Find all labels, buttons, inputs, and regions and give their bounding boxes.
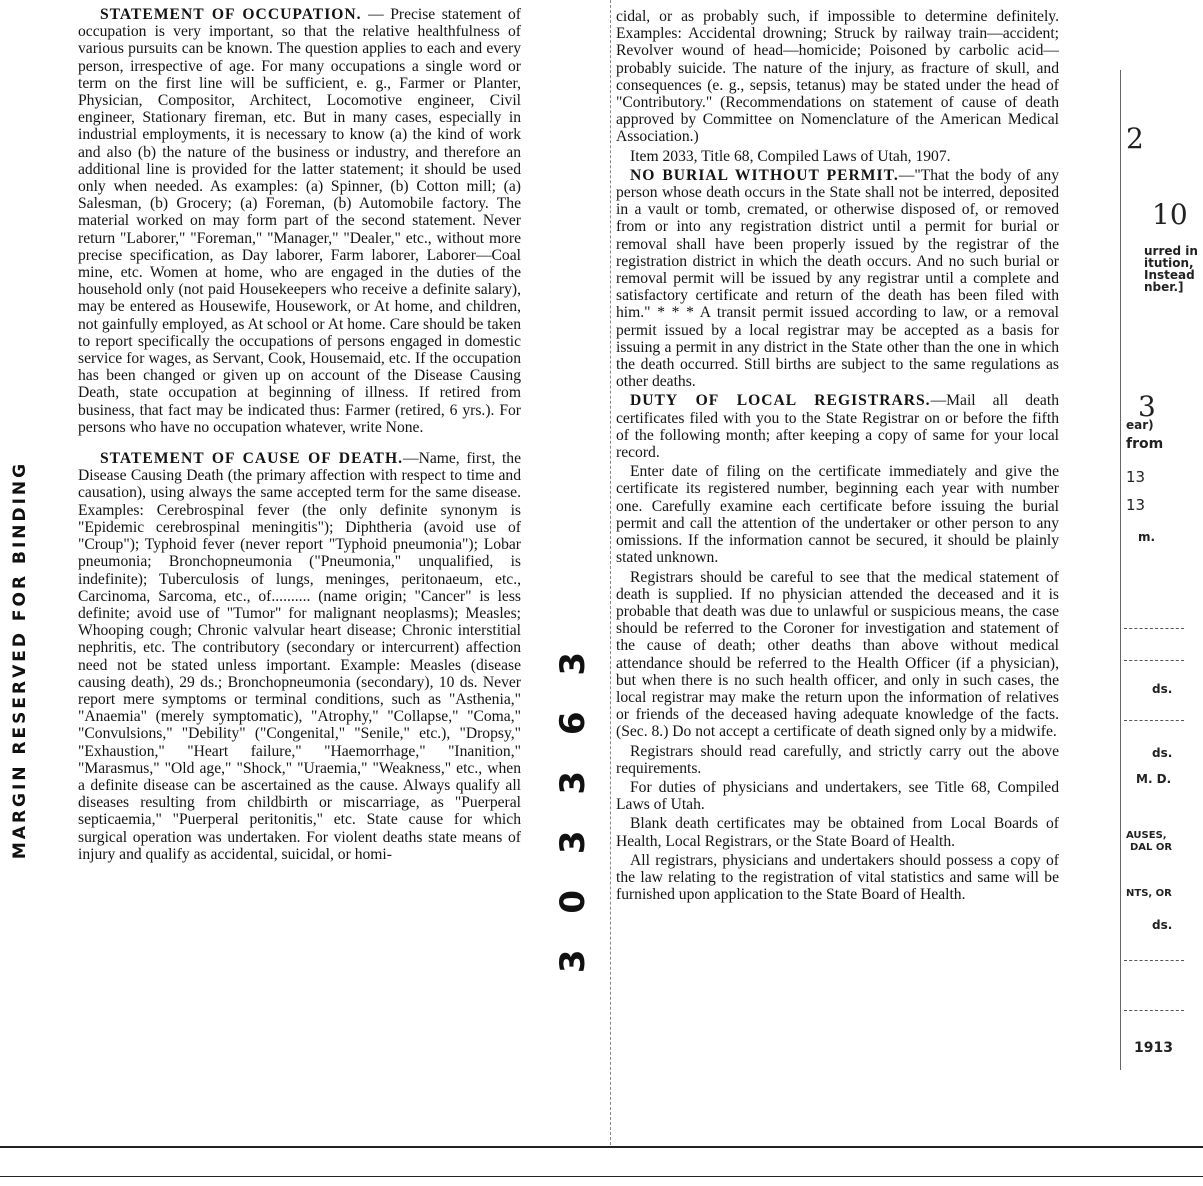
all-registrars-paragraph: All registrars, physicians and undertakers should possess a copy of the law relating to the registration of vital statistics and same will be furnished upon application to the State Board of Health. — [616, 851, 1059, 904]
duties-paragraph: For duties of physicians and undertakers, see Title 68, Compiled Laws of Utah. — [616, 778, 1059, 814]
edge-fragment: DAL OR — [1130, 842, 1173, 853]
column-divider — [610, 0, 611, 1145]
burial-text: —"That the body of any person whose death occurs in the State shall not be interred, deposited in a vault or tomb, cremated, or otherwise disposed of, or removed from or into any registration district until a permit for burial or removal shall have been properly issued by the registrar of the registration district in which the death occurs. And no such burial or removal permit will be issued by any registrar until a complete and satisfactory certificate and return of the death has been filed with him." * * * A transit permit issued according to law, or a removal permit issued by a local registrar may be accepted as a basis for issuing a permit in any district in the State other than the one in which the death occurred. Still births are subject to the same regulations as other deaths. — [616, 166, 1059, 391]
edge-fragment: 3 — [1138, 390, 1156, 423]
edge-fragment: ear) — [1126, 418, 1154, 432]
edge-fragment: itution, — [1144, 256, 1194, 270]
edge-strip — [1122, 60, 1203, 1080]
left-column — [78, 6, 521, 865]
binding-margin-label: MARGIN RESERVED FOR BINDING — [10, 460, 30, 860]
duty-text: —Mail all death certificates filed with you to the State Registrar on or before the fifth of the following month; after keeping a copy of same for your local record. — [616, 392, 1059, 462]
filing-paragraph: Enter date of filing on the certificate immediately and give the certificate its registered number, beginning each year with number one. Carefully examine each certificate before issuing the burial permit and call the attention of the undertaker or other person to any omissions. If the information cannot be secured, it should be plainly stated unknown. — [616, 463, 1059, 567]
edge-dash — [1124, 660, 1184, 661]
burial-heading: NO BURIAL WITHOUT PERMIT. — [630, 166, 899, 184]
bottom-rule — [0, 1146, 1203, 1148]
edge-strip-border — [1120, 70, 1121, 1070]
edge-fragment: NTS, OR — [1126, 888, 1172, 899]
occupation-heading: STATEMENT OF OCCUPATION. — [100, 6, 362, 23]
edge-fragment: from — [1126, 436, 1164, 452]
edge-dash — [1124, 628, 1184, 629]
edge-fragment: 2 — [1126, 122, 1144, 155]
blank-certificates-paragraph: Blank death certificates may be obtained from Local Boards of Health, Local Registrars, or the State Board of Health. — [616, 815, 1059, 850]
edge-dash — [1124, 960, 1184, 961]
edge-fragment: m. — [1138, 530, 1156, 544]
occupation-section — [78, 6, 521, 436]
occupation-text: — Precise statement of occupation is very important, so that the relative healthfulness of various pursuits can be known. The question applies to each and every person, irrespective of age. For many occupations a single word or term on the first line will be sufficient, e. g., Farmer or Planter, Physician, Compositor, Architect, Locomotive engineer, Civil engineer, Stationary fireman, etc. But in many cases, especially in industrial employments, it is necessary to know (a) the kind of work and also (b) the nature of the business or industry, and therefore an additional line is provided for the latter statement; it should be used only when needed. As examples: (a) Spinner, (b) Cotton mill; (a) Salesman, (b) Grocery; (a) Foreman, (b) Automobile factory. The material worked on may form part of the second statement. Never return "Laborer," "Foreman," "Manager," "Dealer," etc., without more precise specification, as Day laborer, Farm laborer, Laborer—Coal mine, etc. Women at home, who are engaged in the duties of the household only (not paid Housekeepers who receive a definite salary), may be entered as Housewife, Housework, or At home, and children, not gainfully employed, as At school or At home. Care should be taken to report specifically the occupations of persons engaged in domestic service for wages, as Servant, Cook, Housemaid, etc. If the occupation has been changed or given up on account of the Disease Causing Death, state occupation at beginning of illness. If retired from business, that fact may be indicated thus: Farmer (retired, 6 yrs.). For persons who have no occupation whatever, write None. — [78, 6, 521, 436]
edge-fragment: ds. — [1152, 746, 1173, 760]
stamp-number: 3 0 3 3 6 3 — [553, 640, 593, 974]
medical-paragraph: Registrars should be careful to see that the medical statement of death is supplied. If no physician attended the deceased and it is probable that death was due to unlawful or suspicious means, the case should be referred to the Coroner for investigation and statement of the cause of death; other deaths than above without medical attendance should be referred to the Health Officer (if a physician), but when there is no such health officer, and only in such cases, the local registrar may make the return upon the information of relatives or friends of the deceased having adequate knowledge of the facts. (Sec. 8.) Do not accept a certificate of death signed only by a midwife. — [616, 568, 1059, 741]
edge-fragment: 13 — [1126, 468, 1146, 486]
edge-fragment: 10 — [1152, 198, 1188, 231]
read-paragraph: Registrars should read carefully, and strictly carry out the above requirements. — [616, 742, 1059, 777]
edge-fragment: ds. — [1152, 918, 1173, 932]
bottom-rule-lower — [0, 1176, 1203, 1177]
law-reference: Item 2033, Title 68, Compiled Laws of Utah, 1907. — [630, 147, 951, 165]
edge-fragment: M. D. — [1136, 772, 1172, 786]
cause-section — [78, 450, 521, 863]
edge-fragment: 13 — [1126, 496, 1146, 514]
edge-dash — [1124, 720, 1184, 721]
edge-dash — [1124, 1010, 1184, 1011]
duty-heading: DUTY OF LOCAL REGISTRARS. — [630, 392, 931, 410]
edge-fragment: nber.] — [1144, 280, 1184, 294]
edge-fragment: AUSES, — [1126, 830, 1167, 841]
right-column — [616, 8, 1059, 905]
cause-continuation: cidal, or as probably such, if impossible to determine definitely. Examples: Accidental drowning; Struck by railway train—accident; Revolver wound of head—homicide; Poisoned by carbolic acid—probably suicide. The nature of the injury, as fracture of skull, and consequences (e. g., sepsis, tetanus) may be stated under the head of "Contributory." (Recommendations on statement of cause of death approved by Committee on Nomenclature of the American Medical Association.) — [616, 8, 1059, 146]
edge-fragment: ds. — [1152, 682, 1173, 696]
cause-text: —Name, first, the Disease Causing Death (the primary affection with respect to time and causation), using always the same accepted term for the same disease. Examples: Cerebrospinal fever (the only definite synonym is "Epidemic cerebrospinal meningitis"); Diphtheria (avoid use of "Croup"); Typhoid fever (never report "Typhoid pneumonia"); Lobar pneumonia; Bronchopneumonia ("Pneumonia," unqualified, is indefinite); Tuberculosis of lungs, meninges, peritonaeum, etc., Carcinoma, Sarcoma, etc., of.......... (name origin; "Cancer" is less definite; avoid use of "Tumor" for malignant neoplasms); Measles; Whooping cough; Chronic valvular heart disease; Chronic interstitial nephritis, etc. The contributory (secondary or intercurrent) affection need not be stated unless important. Example: Measles (disease causing death), 29 ds.; Bronchopneumonia (secondary), 10 ds. Never report mere symptoms or terminal conditions, such as "Asthenia," "Anaemia" (merely symptomatic), "Atrophy," "Collapse," "Coma," "Convulsions," "Debility" ("Congenital," "Senile," etc.), "Dropsy," "Exhaustion," "Heart failure," "Haemorrhage," "Inanition," "Marasmus," "Old age," "Shock," "Uraemia," "Weakness," etc., when a definite disease can be ascertained as the cause. Always qualify all diseases resulting from childbirth or miscarriage, as "Puerperal septicaemia," "Puerperal peritonitis," etc. State cause for which surgical operation was undertaken. For violent deaths state means of injury and qualify as accidental, suicidal, or homi- — [78, 450, 522, 863]
duty-section — [616, 392, 1059, 461]
burial-section — [616, 167, 1059, 391]
edge-fragment: 1913 — [1134, 1040, 1173, 1056]
edge-fragment: Instead — [1144, 268, 1195, 282]
edge-fragment: urred in — [1144, 244, 1198, 258]
cause-heading: STATEMENT OF CAUSE OF DEATH. — [100, 450, 403, 468]
